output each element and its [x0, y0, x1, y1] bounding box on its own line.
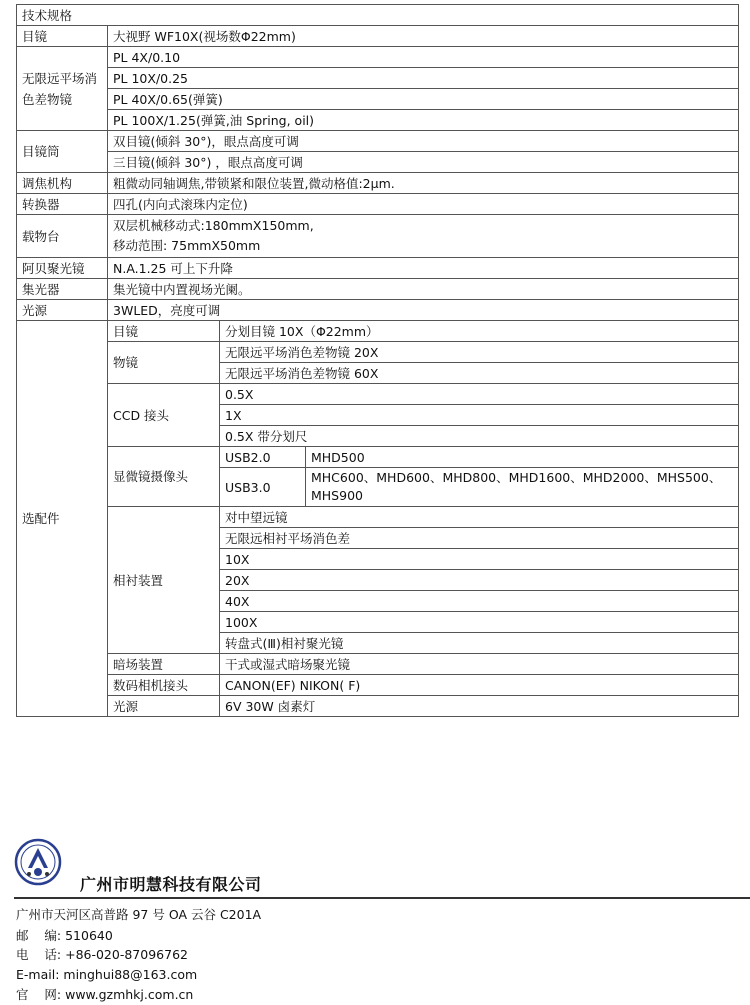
table-row [17, 279, 739, 300]
table-row [17, 152, 739, 173]
sub-value: 0.5X [220, 384, 739, 405]
spec-table [16, 4, 739, 717]
table-header-row [17, 5, 739, 26]
sub-value: 40X [220, 591, 739, 612]
table-row [17, 131, 739, 152]
phone-label: 电 话: [16, 947, 62, 962]
row-label: 无限远平场消色差物镜 [17, 47, 108, 131]
row-value: 双目镜(倾斜 30°)，眼点高度可调 [108, 131, 739, 152]
row-value [108, 215, 739, 258]
sub-label: 数码相机接头 [108, 675, 220, 696]
phone-value: +86-020-87096762 [65, 947, 188, 962]
table-row [17, 675, 739, 696]
company-logo-icon [14, 838, 62, 886]
sub-value: 20X [220, 570, 739, 591]
camera-models: MHD500 [306, 447, 739, 468]
sub-label: 光源 [108, 696, 220, 717]
table-row [17, 300, 739, 321]
sub-value: 无限远相衬平场消色差 [220, 528, 739, 549]
row-value-line: 双层机械移动式:180mmX150mm, [113, 218, 314, 233]
row-value-line: 移动范围: 75mmX50mm [113, 238, 261, 253]
table-row [17, 507, 739, 528]
sub-label: 显微镜摄像头 [108, 447, 220, 507]
sub-value: 干式或湿式暗场聚光镜 [220, 654, 739, 675]
sub-value: CANON(EF) NIKON( F) [220, 675, 739, 696]
table-row [17, 696, 739, 717]
row-value: 四孔(内向式滚珠内定位) [108, 194, 739, 215]
company-name: 广州市明慧科技有限公司 [80, 875, 262, 894]
email-label: E-mail: [16, 967, 60, 982]
sub-value: 分划目镜 10X（Φ22mm） [220, 321, 739, 342]
sub-value: 6V 30W 卤素灯 [220, 696, 739, 717]
table-row [17, 89, 739, 110]
table-row [17, 173, 739, 194]
row-value: PL 4X/0.10 [108, 47, 739, 68]
sub-label: 目镜 [108, 321, 220, 342]
sub-value: 1X [220, 405, 739, 426]
website-line [16, 986, 193, 1003]
table-row [17, 258, 739, 279]
table-row [17, 194, 739, 215]
table-row [17, 110, 739, 131]
row-label: 目镜筒 [17, 131, 108, 173]
table-row [17, 342, 739, 363]
table-header: 技术规格 [17, 5, 739, 26]
website-value[interactable]: www.gzmhkj.com.cn [65, 987, 194, 1002]
accessories-label: 选配件 [17, 321, 108, 717]
row-label: 载物台 [17, 215, 108, 258]
row-label: 目镜 [17, 26, 108, 47]
camera-port: USB2.0 [220, 447, 306, 468]
table-row [17, 215, 739, 258]
row-value: 3WLED，亮度可调 [108, 300, 739, 321]
postcode-label: 邮 编: [16, 928, 62, 943]
row-label: 光源 [17, 300, 108, 321]
table-row [17, 26, 739, 47]
sub-label: CCD 接头 [108, 384, 220, 447]
table-row [17, 447, 739, 468]
sub-value: 转盘式(Ⅲ)相衬聚光镜 [220, 633, 739, 654]
sub-value: 0.5X 带分划尺 [220, 426, 739, 447]
table-row [17, 47, 739, 68]
row-label: 转换器 [17, 194, 108, 215]
table-row [17, 321, 739, 342]
table-row [17, 654, 739, 675]
postcode-value: 510640 [65, 928, 113, 943]
row-value: 大视野 WF10X(视场数Φ22mm) [108, 26, 739, 47]
phone-line [16, 946, 188, 963]
email-line [16, 966, 197, 983]
row-value: PL 10X/0.25 [108, 68, 739, 89]
sub-value: 无限远平场消色差物镜 60X [220, 363, 739, 384]
camera-models: MHC600、MHD600、MHD800、MHD1600、MHD2000、MHS500、MHS900 [306, 468, 739, 507]
table-row [17, 384, 739, 405]
footer-divider [14, 897, 750, 899]
row-value: PL 100X/1.25(弹簧,油 Spring, oil) [108, 110, 739, 131]
sub-value: 无限远平场消色差物镜 20X [220, 342, 739, 363]
row-value: 粗微动同轴调焦,带锁紧和限位装置,微动格值:2μm. [108, 173, 739, 194]
sub-value: 对中望远镜 [220, 507, 739, 528]
email-value[interactable]: minghui88@163.com [63, 967, 198, 982]
row-value: 集光镜中内置视场光阑。 [108, 279, 739, 300]
sub-label: 物镜 [108, 342, 220, 384]
table-row [17, 68, 739, 89]
sub-value: 10X [220, 549, 739, 570]
row-value: 三目镜(倾斜 30°) ，眼点高度可调 [108, 152, 739, 173]
postcode-line [16, 927, 113, 944]
website-label: 官 网: [16, 987, 62, 1002]
sub-label: 相衬装置 [108, 507, 220, 654]
address-line: 广州市天河区高普路 97 号 OA 云谷 C201A [16, 907, 262, 922]
row-value: N.A.1.25 可上下升降 [108, 258, 739, 279]
sub-label: 暗场装置 [108, 654, 220, 675]
row-label: 阿贝聚光镜 [17, 258, 108, 279]
row-value: PL 40X/0.65(弹簧) [108, 89, 739, 110]
row-label: 调焦机构 [17, 173, 108, 194]
camera-port: USB3.0 [220, 468, 306, 507]
sub-value: 100X [220, 612, 739, 633]
row-label: 集光器 [17, 279, 108, 300]
